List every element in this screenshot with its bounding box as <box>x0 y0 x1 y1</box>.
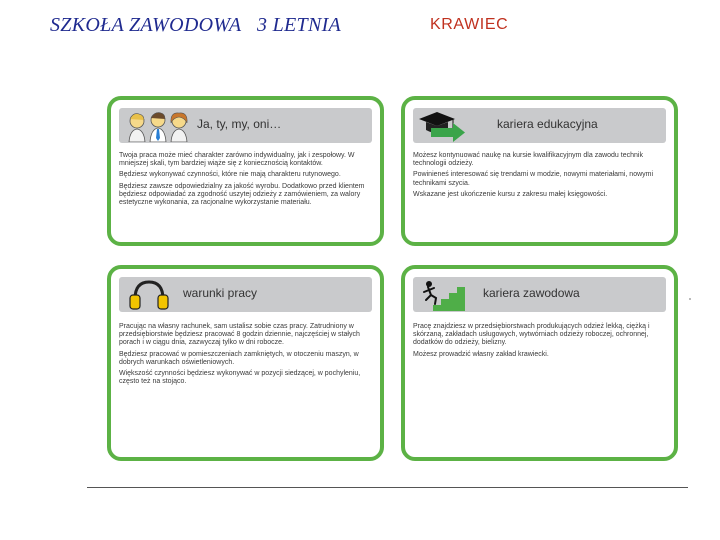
card-career-body <box>413 323 666 362</box>
school-type-title: SZKOŁA ZAWODOWA 3 LETNIA <box>50 14 342 36</box>
graduation-cap-icon <box>417 110 469 142</box>
card-career-title: kariera zawodowa <box>483 286 580 300</box>
card-people-header <box>119 108 372 143</box>
card-people-title: Ja, ty, my, oni… <box>197 117 282 131</box>
bottom-divider <box>87 487 688 488</box>
card-conditions-paragraph: Większość czynności będziesz wykonywać w pozycji siedzącej, w pochyleniu, często też na stojąco. <box>119 370 361 386</box>
card-people-paragraph: Twoja praca może mieć charakter zarówno indywidualny, jak i zespołowy. W mniejszej skali, tym bardziej wiąże się z koniecznością kontaktów. <box>119 152 355 168</box>
profession-title: KRAWIEC <box>430 16 509 33</box>
card-people <box>107 96 384 246</box>
card-people-paragraph: Będziesz zawsze odpowiedzialny za jakość wyrobu. Dodatkowo przed klientem będziesz odpowiadać za zgodność uszytej odzieży z zamówieniem, za walory estetyczne wykonania, za racjonalne wykorzystanie materiału. <box>119 182 365 207</box>
card-education-header <box>413 108 666 143</box>
card-people-paragraph: Będziesz wykonywać czynności, które nie mają charakteru rutynowego. <box>119 171 341 179</box>
card-conditions-paragraph: Będziesz pracować w pomieszczeniach zamkniętych, w otoczeniu maszyn, w dobrych warunkach oświetleniowych. <box>119 350 359 366</box>
card-career-paragraph: Możesz prowadzić własny zakład krawiecki. <box>413 350 549 358</box>
card-education <box>401 96 678 246</box>
card-education-title: kariera edukacyjna <box>497 117 598 131</box>
stray-dot <box>689 298 691 300</box>
card-conditions <box>107 265 384 461</box>
card-education-paragraph: Możesz kontynuować naukę na kursie kwalifikacyjnym dla zawodu technik technologii odzieży. <box>413 152 643 168</box>
card-education-paragraph: Wskazane jest ukończenie kursu z zakresu małej księgowości. <box>413 190 608 198</box>
card-career-paragraph: Pracę znajdziesz w przedsiębiorstwach produkujących odzież lekką, ciężką i skórzaną, zakładach usługowych, wytwórniach odzieży roboczej, ochronnej, dodatków do odzieży, bielizny. <box>413 323 650 347</box>
card-career-header <box>413 277 666 312</box>
card-education-paragraph: Powinieneś interesować się trendami w modzie, nowymi materiałami, nowymi technikami szycia. <box>413 171 654 187</box>
card-conditions-header <box>119 277 372 312</box>
card-people-body <box>119 152 372 210</box>
card-career <box>401 265 678 461</box>
people-icon <box>125 110 191 142</box>
card-education-body <box>413 152 666 202</box>
climbing-stairs-icon <box>419 279 467 311</box>
card-conditions-body <box>119 323 372 389</box>
card-conditions-title: warunki pracy <box>183 286 258 300</box>
headphones-icon <box>127 279 171 311</box>
card-conditions-paragraph: Pracując na własny rachunek, sam ustalisz sobie czas pracy. Zatrudniony w przedsiębiorstwie będziesz pracować 8 godzin dziennie, najczęściej w stałych porach i w ciągu dnia, zazwyczaj tylko w dni robocze. <box>119 323 360 347</box>
